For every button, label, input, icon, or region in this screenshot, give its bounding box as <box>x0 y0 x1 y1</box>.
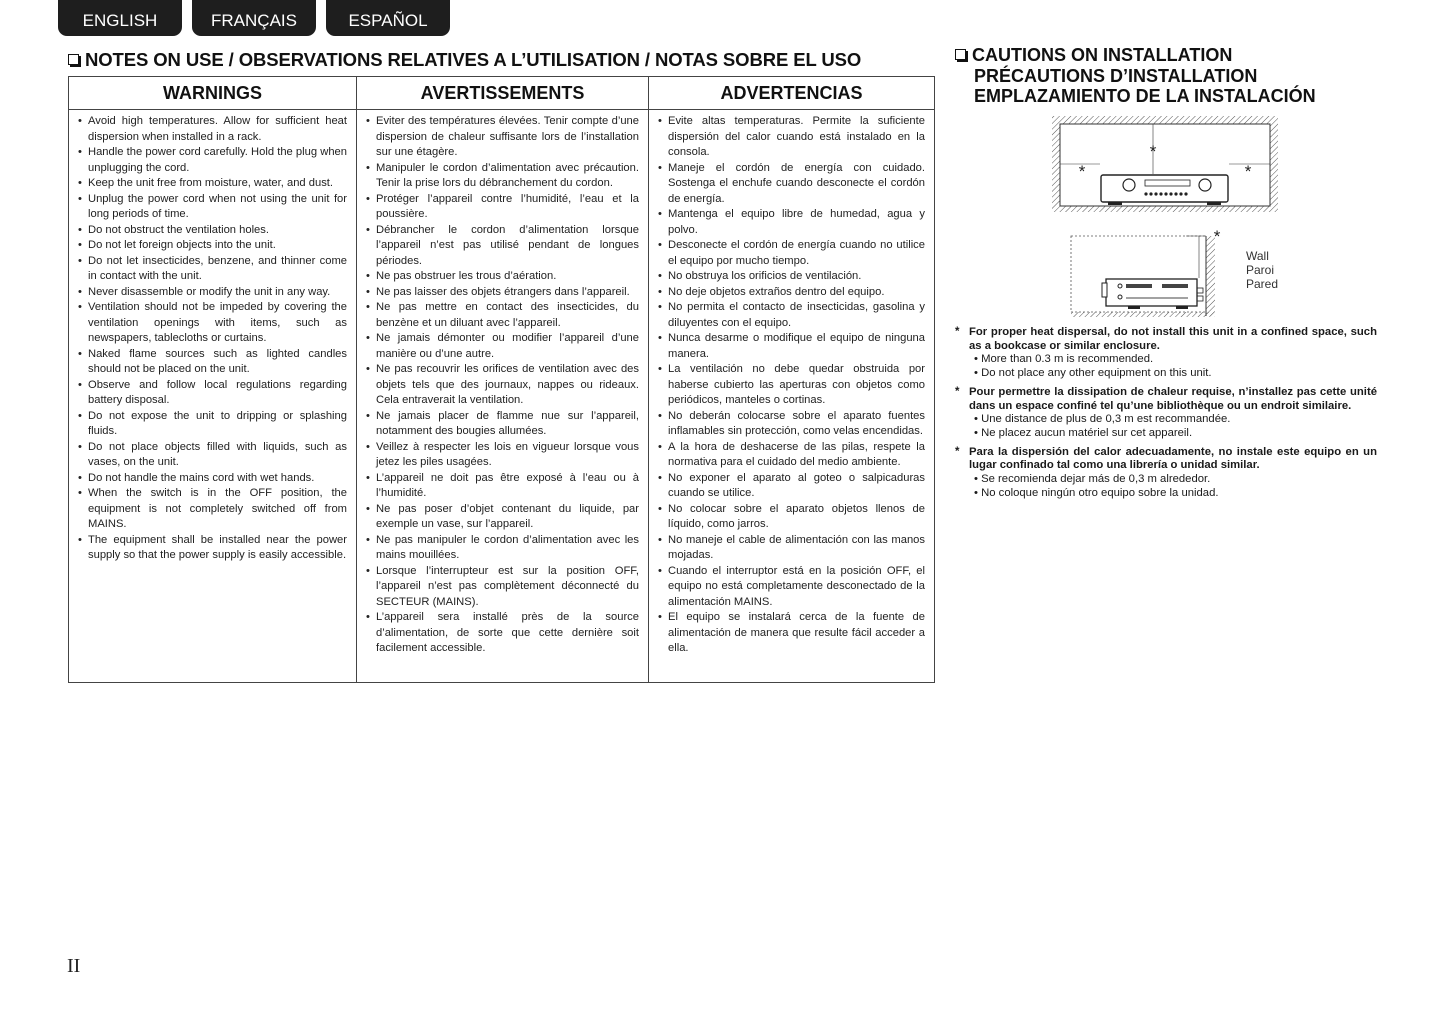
list-item: • L’appareil ne doit pas être exposé à l’eau ou à l’humidité. <box>376 471 639 502</box>
installation-notes <box>955 326 1377 505</box>
list-item: • Lorsque l’interrupteur est sur la position OFF, l’appareil n’est pas complètement déconnecté du SECTEUR (MAINS). <box>376 564 639 611</box>
list-item: • No obstruya los orificios de ventilación. <box>668 269 925 285</box>
wall-label-fr: Paroi <box>1246 263 1275 277</box>
avertissements-column <box>356 77 648 682</box>
list-item: • Do not place objects filled with liquids, such as vases, on the unit. <box>88 440 347 471</box>
list-item: • No deberán colocarse sobre el aparato fuentes inflamables sin protección, como velas encendidas. <box>668 409 925 440</box>
list-item: • La ventilación no debe quedar obstruida por haberse cubierto las aperturas con objetos como periódicos, manteles o cortinas. <box>668 362 925 409</box>
note-bold-text: Pour permettre la dissipation de chaleur requise, n’installez pas cette unité dans un espace confiné tel qu’une bibliothèque ou un endroit similaire. <box>969 385 1377 412</box>
note-bullet: • Se recomienda dejar más de 0,3 m alrededor. <box>974 473 1211 486</box>
cautions-section-title <box>955 45 1316 107</box>
list-item: • Keep the unit free from moisture, water, and dust. <box>88 176 347 192</box>
installation-note-fr <box>955 386 1377 441</box>
list-item: • Do not handle the mains cord with wet hands. <box>88 471 347 487</box>
column-heading: WARNINGS <box>69 77 356 110</box>
list-item: • Avoid high temperatures. Allow for sufficient heat dispersion when installed in a rack. <box>88 114 347 145</box>
installation-note-en <box>955 326 1377 381</box>
list-item: • Mantenga el equipo libre de humedad, agua y polvo. <box>668 207 925 238</box>
list-item: • No deje objetos extraños dentro del equipo. <box>668 285 925 301</box>
note-bullet: • More than 0.3 m is recommended. <box>974 353 1154 366</box>
column-heading: ADVERTENCIAS <box>649 77 934 110</box>
list-item: • Ventilation should not be impeded by covering the ventilation openings with items, such as newspapers, tablecloths or curtains. <box>88 300 347 347</box>
advertencias-list <box>649 110 934 657</box>
clearance-asterisk-right: * <box>1244 162 1252 181</box>
note-bullet: • Ne placez aucun matériel sur cet appareil. <box>974 426 1193 439</box>
note-bold-text: For proper heat dispersal, do not install this unit in a confined space, such as a bookcase or similar enclosure. <box>969 326 1377 352</box>
list-item: • Maneje el cordón de energía con cuidado. Sostenga el enchufe cuando desconecte el cordón de energía. <box>668 161 925 208</box>
cautions-title-line: PRÉCAUTIONS D’INSTALLATION <box>974 65 1258 86</box>
wall-label-en: Wall <box>1246 249 1269 263</box>
cautions-title-line: CAUTIONS ON INSTALLATION <box>955 45 1316 66</box>
list-item: • Débrancher le cordon d’alimentation lorsque l’appareil n’est pas utilisé pendant de longues périodes. <box>376 223 639 270</box>
list-item: • Nunca desarme o modifique el equipo de ninguna manera. <box>668 331 925 362</box>
list-item: • No permita el contacto de insecticidas, gasolina y diluyentes con el equipo. <box>668 300 925 331</box>
list-item: • Ne pas poser d’objet contenant du liquide, par exemple un vase, sur l’appareil. <box>376 502 639 533</box>
list-item: • When the switch is in the OFF position, the equipment is not completely switched off from MAINS. <box>88 486 347 533</box>
list-item: • No maneje el cable de alimentación con las manos mojadas. <box>668 533 925 564</box>
list-item: • Do not obstruct the ventilation holes. <box>88 223 347 239</box>
list-item: • L’appareil sera installé près de la source d’alimentation, de sorte que cette dernière soit facilement accessible. <box>376 610 639 657</box>
front-view-clearance-diagram <box>1050 114 1280 216</box>
list-item: • Ne pas recouvrir les orifices de ventilation avec des objets tels que des journaux, nappes ou rideaux. Cela entraverait la ventilation. <box>376 362 639 409</box>
asterisk-icon: * <box>955 445 960 458</box>
wall-label <box>1246 249 1278 291</box>
note-bullet: • No coloque ningún otro equipo sobre la unidad. <box>974 486 1219 499</box>
list-item: • Never disassemble or modify the unit in any way. <box>88 285 347 301</box>
list-item: • Protéger l’appareil contre l’humidité, l’eau et la poussière. <box>376 192 639 223</box>
list-item: • Do not let insecticides, benzene, and thinner come in contact with the unit. <box>88 254 347 285</box>
tab-francais[interactable]: FRANÇAIS <box>192 0 316 36</box>
clearance-asterisk-rear: * <box>1213 227 1221 246</box>
asterisk-icon: * <box>955 385 960 398</box>
installation-note-es <box>955 446 1377 501</box>
list-item: • No colocar sobre el aparato objetos llenos de líquido, como jarros. <box>668 502 925 533</box>
list-item: • No exponer el aparato al goteo o salpicaduras cuando se utilice. <box>668 471 925 502</box>
clearance-asterisk-left: * <box>1078 162 1086 181</box>
list-item: • A la hora de deshacerse de las pilas, respete la normativa para el cuidado del medio ambiente. <box>668 440 925 471</box>
list-item: • Eviter des températures élevées. Tenir compte d’une dispersion de chaleur suffisante lors de l’installation sur une étagère. <box>376 114 639 161</box>
list-item: • Desconecte el cordón de energía cuando no utilice el equipo por mucho tiempo. <box>668 238 925 269</box>
list-item: • Ne pas laisser des objets étrangers dans l’appareil. <box>376 285 639 301</box>
list-item: • Ne pas obstruer les trous d’aération. <box>376 269 639 285</box>
list-item: • Ne jamais placer de flamme nue sur l’appareil, notamment des bougies allumées. <box>376 409 639 440</box>
column-heading: AVERTISSEMENTS <box>357 77 648 110</box>
list-item: • Cuando el interruptor está en la posición OFF, el equipo no está completamente desconectado de la alimentación MAINS. <box>668 564 925 611</box>
list-item: • Ne pas mettre en contact des insecticides, du benzène et un diluant avec l’appareil. <box>376 300 639 331</box>
tab-english[interactable]: ENGLISH <box>58 0 182 36</box>
warnings-column <box>69 77 356 682</box>
list-item: • Do not expose the unit to dripping or splashing fluids. <box>88 409 347 440</box>
note-bullet: • Une distance de plus de 0,3 m est recommandée. <box>974 413 1231 426</box>
cautions-title-line: EMPLAZAMIENTO DE LA INSTALACIÓN <box>974 86 1316 106</box>
avertissements-list <box>357 110 648 657</box>
list-item: • Observe and follow local regulations regarding battery disposal. <box>88 378 347 409</box>
asterisk-icon: * <box>955 326 960 338</box>
checkbox-square-icon <box>955 49 966 60</box>
list-item: • The equipment shall be installed near the power supply so that the power supply is easily accessible. <box>88 533 347 564</box>
tab-espanol[interactable]: ESPAÑOL <box>326 0 450 36</box>
notes-table <box>68 76 935 683</box>
checkbox-square-icon <box>68 54 79 65</box>
list-item: • Unplug the power cord when not using the unit for long periods of time. <box>88 192 347 223</box>
notes-title-text: NOTES ON USE / OBSERVATIONS RELATIVES A L’UTILISATION / NOTAS SOBRE EL USO <box>85 49 862 70</box>
note-bold-text: Para la dispersión del calor adecuadamente, no instale este equipo en un lugar confinado tal como una librería o unidad similar. <box>969 445 1377 472</box>
note-bullet: • Do not place any other equipment on this unit. <box>974 367 1212 380</box>
list-item: • El equipo se instalará cerca de la fuente de alimentación de manera que resulte fácil acceder a ella. <box>668 610 925 657</box>
list-item: • Evite altas temperaturas. Permite la suficiente dispersión del calor cuando está instalado en la consola. <box>668 114 925 161</box>
list-item: • Manipuler le cordon d’alimentation avec précaution. Tenir la prise lors du débranchement du cordon. <box>376 161 639 192</box>
list-item: • Handle the power cord carefully. Hold the plug when unplugging the cord. <box>88 145 347 176</box>
page-number: II <box>67 955 81 977</box>
warnings-list <box>69 110 356 564</box>
clearance-asterisk-top: * <box>1149 142 1157 161</box>
list-item: • Ne jamais démonter ou modifier l’appareil d’une manière ou d’une autre. <box>376 331 639 362</box>
notes-section-title <box>68 49 861 71</box>
list-item: • Do not let foreign objects into the unit. <box>88 238 347 254</box>
list-item: • Ne pas manipuler le cordon d’alimentation avec les mains mouillées. <box>376 533 639 564</box>
list-item: • Veillez à respecter les lois en vigueur lorsque vous jetez les piles usagées. <box>376 440 639 471</box>
side-view-clearance-diagram <box>1068 226 1246 318</box>
advertencias-column <box>648 77 934 682</box>
list-item: • Naked flame sources such as lighted candles should not be placed on the unit. <box>88 347 347 378</box>
wall-label-es: Pared <box>1246 277 1279 291</box>
